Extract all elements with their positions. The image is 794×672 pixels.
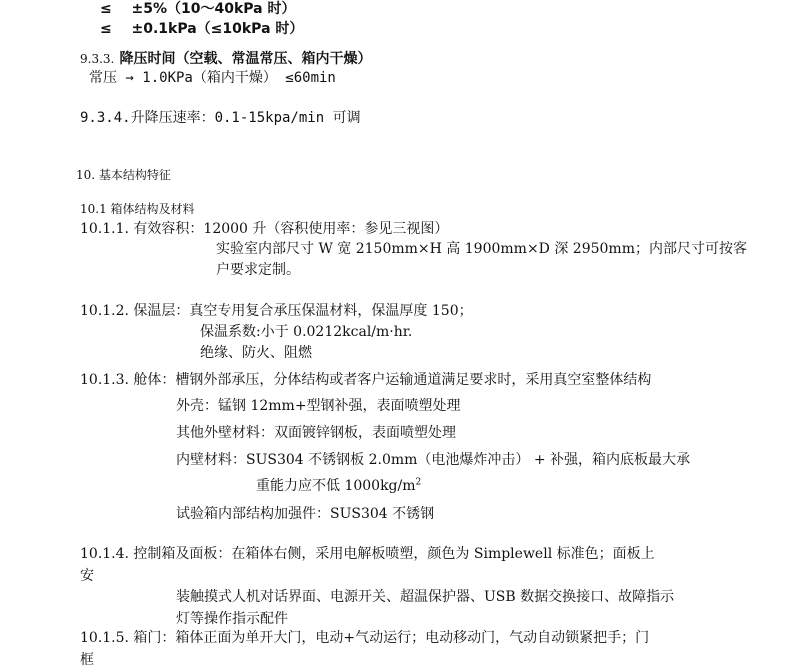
item-10-1-3-line-6: 试验箱内部结构加强件：SUS304 不锈钢 bbox=[176, 506, 435, 522]
square-superscript: 2 bbox=[415, 477, 422, 488]
section-10-1-heading: 10.1 箱体结构及材料 bbox=[80, 202, 195, 216]
le-symbol: ≤ bbox=[100, 21, 112, 37]
item-10-1-2-line-3: 绝缘、防火、阻燃 bbox=[200, 345, 312, 361]
section-number: 9.3.3. bbox=[80, 52, 115, 66]
item-10-1-2-line-1: 10.1.2. 保温层：真空专用复合承压保温材料，保温厚度 150； bbox=[80, 303, 473, 319]
section-title: 降压时间（空载、常温常压、箱内干燥） bbox=[119, 51, 372, 67]
item-10-1-5-line-2: 框 bbox=[80, 652, 94, 668]
item-10-1-3-line-3: 其他外壁材料：双面镀锌钢板，表面喷塑处理 bbox=[176, 425, 456, 441]
item-10-1-3-line-1: 10.1.3. 舱体：槽钢外部承压，分体结构或者客户运输通道满足要求时，采用真空室整体结构 bbox=[80, 372, 652, 388]
item-10-1-1-line-3: 户要求定制。 bbox=[216, 262, 300, 278]
section-10-heading: 10. 基本结构特征 bbox=[76, 168, 171, 182]
item-10-1-1-line-2: 实验室内部尺寸 W 宽 2150mm×H 高 1900mm×D 深 2950mm；内部尺寸可按客 bbox=[216, 241, 747, 257]
tolerance-text: ±0.1kPa（≤10kPa 时） bbox=[131, 21, 304, 37]
item-10-1-3-line-5 bbox=[256, 478, 421, 496]
item-10-1-2-line-2: 保温系数:小于 0.0212kcal/m·hr. bbox=[200, 324, 413, 340]
tolerance-line-1 bbox=[100, 1, 295, 19]
item-10-1-1-line-1: 10.1.1. 有效容积：12000 升（容积使用率：参见三视图） bbox=[80, 221, 449, 237]
section-9-3-4: 9.3.4.升降压速率：0.1-15kpa/min 可调 bbox=[80, 110, 361, 126]
tolerance-line-2 bbox=[100, 21, 303, 39]
load-capacity-text: 重能力应不低 1000kg/m bbox=[256, 478, 416, 494]
item-10-1-4-line-1: 10.1.4. 控制箱及面板：在箱体右侧，采用电解板喷塑，颜色为 Simplewell 标准色；面板上 bbox=[80, 546, 655, 562]
tolerance-text: ±5%（10～40kPa 时） bbox=[131, 1, 296, 17]
section-9-3-3-heading bbox=[80, 48, 371, 69]
item-10-1-3-line-2: 外壳：锰钢 12mm+型钢补强，表面喷塑处理 bbox=[176, 398, 461, 414]
item-10-1-4-line-3: 装触摸式人机对话界面、电源开关、超温保护器、USB 数据交换接口、故障指示 bbox=[176, 589, 675, 605]
le-symbol: ≤ bbox=[100, 1, 112, 17]
section-9-3-3-line: 常压 → 1.0KPa（箱内干燥） ≤60min bbox=[89, 70, 336, 86]
item-10-1-4-line-2: 安 bbox=[80, 568, 94, 584]
item-10-1-3-line-4: 内壁材料：SUS304 不锈钢板 2.0mm（电池爆炸冲击） + 补强，箱内底板最大承 bbox=[176, 452, 691, 468]
item-10-1-4-line-4: 灯等操作指示配件 bbox=[176, 611, 288, 627]
item-10-1-5-line-1: 10.1.5. 箱门：箱体正面为单开大门，电动+气动运行；电动移动门，气动自动锁紧把手；门 bbox=[80, 630, 650, 646]
